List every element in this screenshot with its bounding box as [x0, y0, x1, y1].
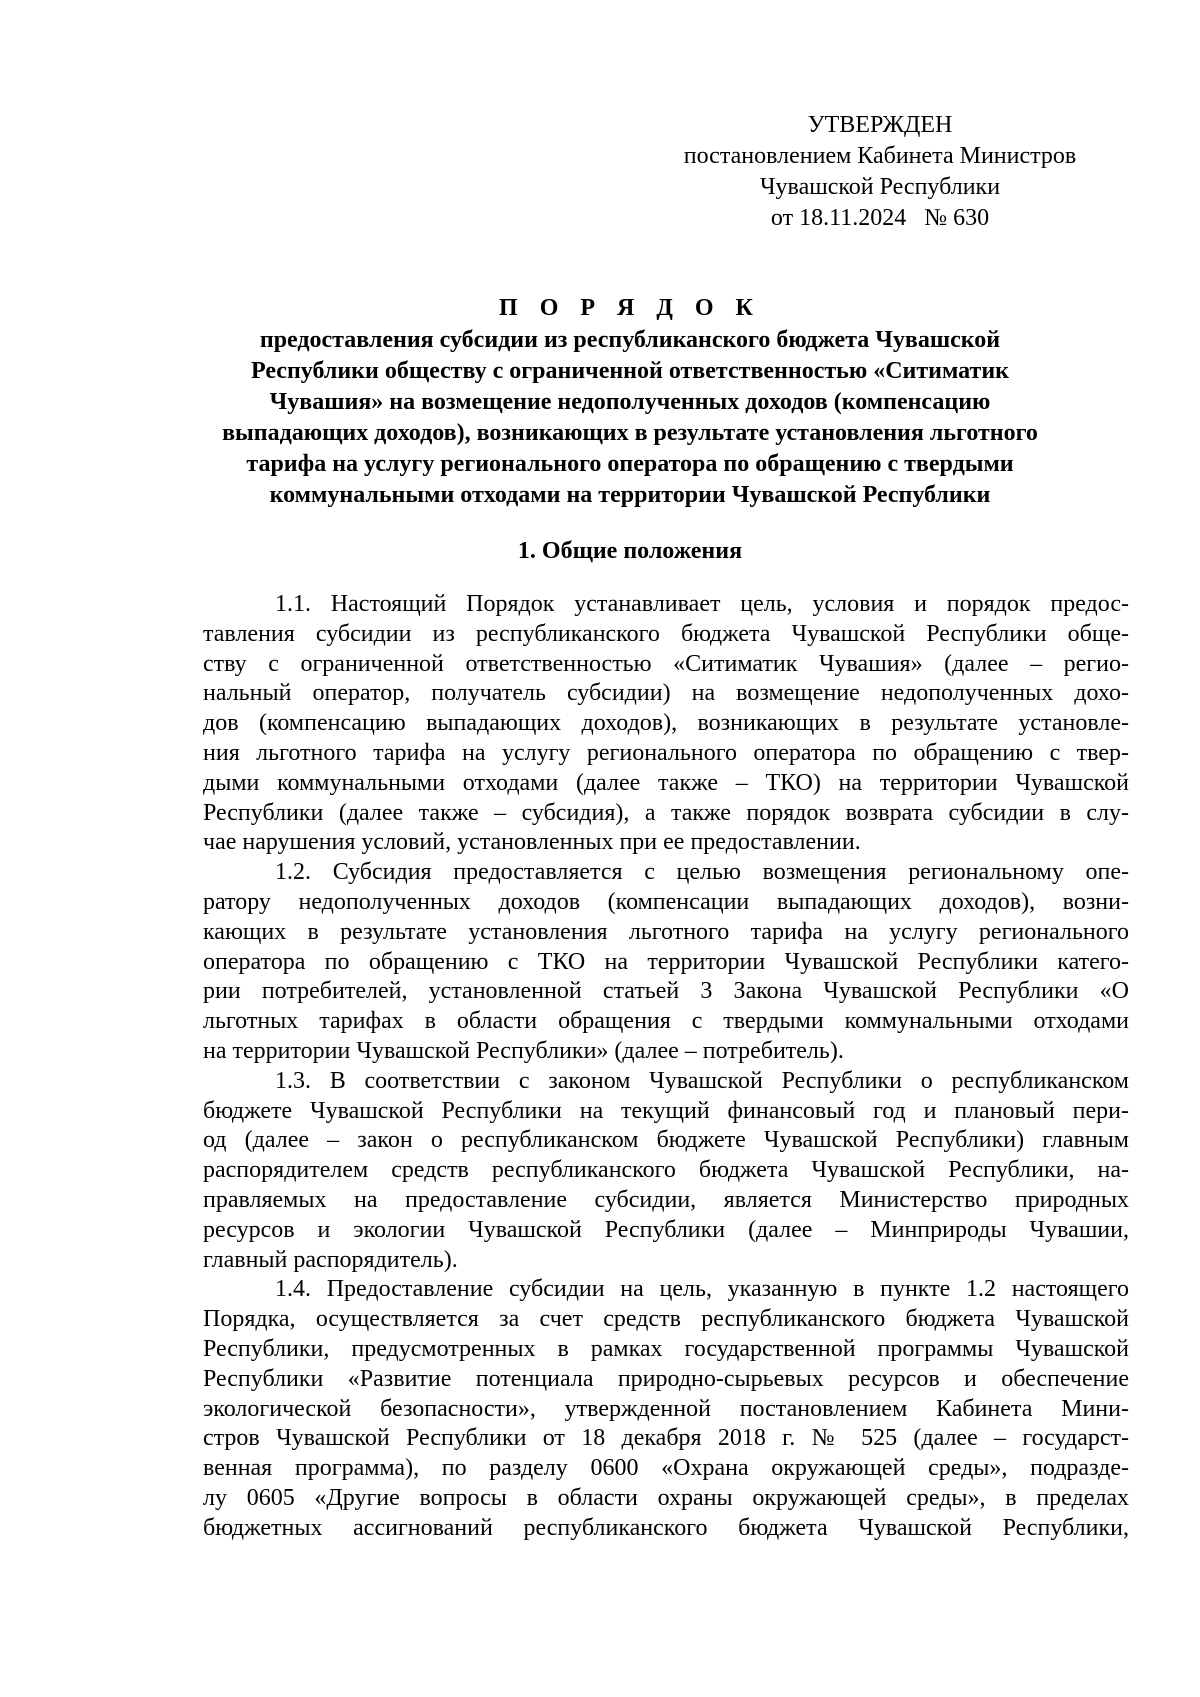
- paragraph-line: од (далее – закон о республиканском бюджете Чувашской Республики) главным: [203, 1127, 1129, 1154]
- paragraph-line: нальный оператор, получатель субсидии) на возмещение недополученных дохо-: [203, 680, 1129, 707]
- paragraph-line: чае нарушения условий, установленных при ее предоставлении.: [203, 829, 861, 856]
- document-title: П О Р Я Д О К: [499, 295, 761, 321]
- paragraph-line: бюджете Чувашской Республики на текущий финансовый год и плановый пери-: [203, 1097, 1129, 1124]
- paragraph-line: на территории Чувашской Республики» (далее – потребитель).: [203, 1037, 844, 1064]
- subtitle-line: Чувашия» на возмещение недополученных доходов (компенсацию: [269, 389, 991, 415]
- paragraph-line: распорядителем средств республиканского бюджета Чувашской Республики, на-: [203, 1157, 1129, 1184]
- section-heading: 1. Общие положения: [517, 538, 743, 564]
- approval-line: УТВЕРЖДЕН: [807, 112, 953, 138]
- paragraph-line: стров Чувашской Республики от 18 декабря 2018 г. № 525 (далее – государст-: [203, 1425, 1129, 1452]
- subtitle-line: тарифа на услугу регионального оператора по обращению с твердыми: [246, 451, 1014, 477]
- paragraph-line: кающих в результате установления льготного тарифа на услугу регионального: [203, 918, 1129, 945]
- paragraph-line: ресурсов и экологии Чувашской Республики (далее – Минприроды Чувашии,: [203, 1216, 1129, 1243]
- paragraph: [203, 1067, 1129, 1276]
- paragraph-line: Республики «Развитие потенциала природно-сырьевых ресурсов и обеспечение: [203, 1365, 1129, 1392]
- paragraph-line: Республики, предусмотренных в рамках государственной программы Чувашской: [203, 1335, 1129, 1362]
- paragraph: [203, 1275, 1129, 1543]
- paragraph-line: ратору недополученных доходов (компенсации выпадающих доходов), возни-: [203, 888, 1129, 915]
- paragraph-line: 1.2. Субсидия предоставляется с целью возмещения региональному опе-: [275, 859, 1129, 886]
- subtitle-line: Республики обществу с ограниченной ответственностью «Ситиматик: [251, 358, 1009, 384]
- paragraph-line: ния льготного тарифа на услугу регионального оператора по обращению с твер-: [203, 739, 1129, 766]
- approval-stamp: [650, 110, 1110, 234]
- paragraph-line: правляемых на предоставление субсидии, является Министерство природных: [203, 1186, 1129, 1213]
- paragraph-line: главный распорядитель).: [203, 1246, 458, 1273]
- paragraph-line: льготных тарифах в области обращения с твердыми коммунальными отходами: [203, 1008, 1129, 1035]
- paragraph-line: Республики (далее также – субсидия), а также порядок возврата субсидии в слу-: [203, 799, 1129, 826]
- paragraph-line: 1.4. Предоставление субсидии на цель, указанную в пункте 1.2 настоящего: [275, 1276, 1129, 1303]
- paragraph-line: экологической безопасности», утвержденной постановлением Кабинета Мини-: [203, 1395, 1129, 1422]
- subtitle-line: выпадающих доходов), возникающих в результате установления льготного: [222, 420, 1038, 446]
- approval-line: постановлением Кабинета Министров: [683, 143, 1077, 169]
- paragraph-line: Порядка, осуществляется за счет средств республиканского бюджета Чувашской: [203, 1306, 1129, 1333]
- paragraph-line: тавления субсидии из республиканского бюджета Чувашской Республики обще-: [203, 620, 1129, 647]
- paragraph-line: ству с ограниченной ответственностью «Ситиматик Чувашия» (далее – регио-: [203, 650, 1129, 677]
- document-body: [203, 590, 1129, 1544]
- paragraph-line: 1.1. Настоящий Порядок устанавливает цель, условия и порядок предос-: [275, 591, 1129, 617]
- paragraph: [203, 858, 1129, 1067]
- paragraph: [203, 590, 1129, 858]
- paragraph-line: 1.3. В соответствии с законом Чувашской Республики о республиканском: [275, 1067, 1129, 1094]
- paragraph-line: венная программа), по разделу 0600 «Охрана окружающей среды», подразде-: [203, 1455, 1129, 1482]
- approval-line: Чувашской Республики: [759, 174, 1001, 200]
- paragraph-line: оператора по обращению с ТКО на территории Чувашской Республики катего-: [203, 948, 1129, 975]
- paragraph-line: дыми коммунальными отходами (далее также – ТКО) на территории Чувашской: [203, 769, 1129, 796]
- paragraph-line: бюджетных ассигнований республиканского бюджета Чувашской Республики,: [203, 1514, 1129, 1541]
- subtitle-line: предоставления субсидии из республиканского бюджета Чувашской: [259, 327, 1001, 353]
- subtitle-line: коммунальными отходами на территории Чувашской Республики: [269, 482, 991, 508]
- paragraph-line: дов (компенсацию выпадающих доходов), возникающих в результате установле-: [203, 710, 1129, 737]
- document-subtitle: [190, 325, 1070, 511]
- paragraph-line: лу 0605 «Другие вопросы в области охраны окружающей среды», в пределах: [203, 1484, 1129, 1511]
- approval-line: от 18.11.2024 № 630: [770, 205, 990, 231]
- paragraph-line: рии потребителей, установленной статьей 3 Закона Чувашской Республики «О: [203, 978, 1129, 1005]
